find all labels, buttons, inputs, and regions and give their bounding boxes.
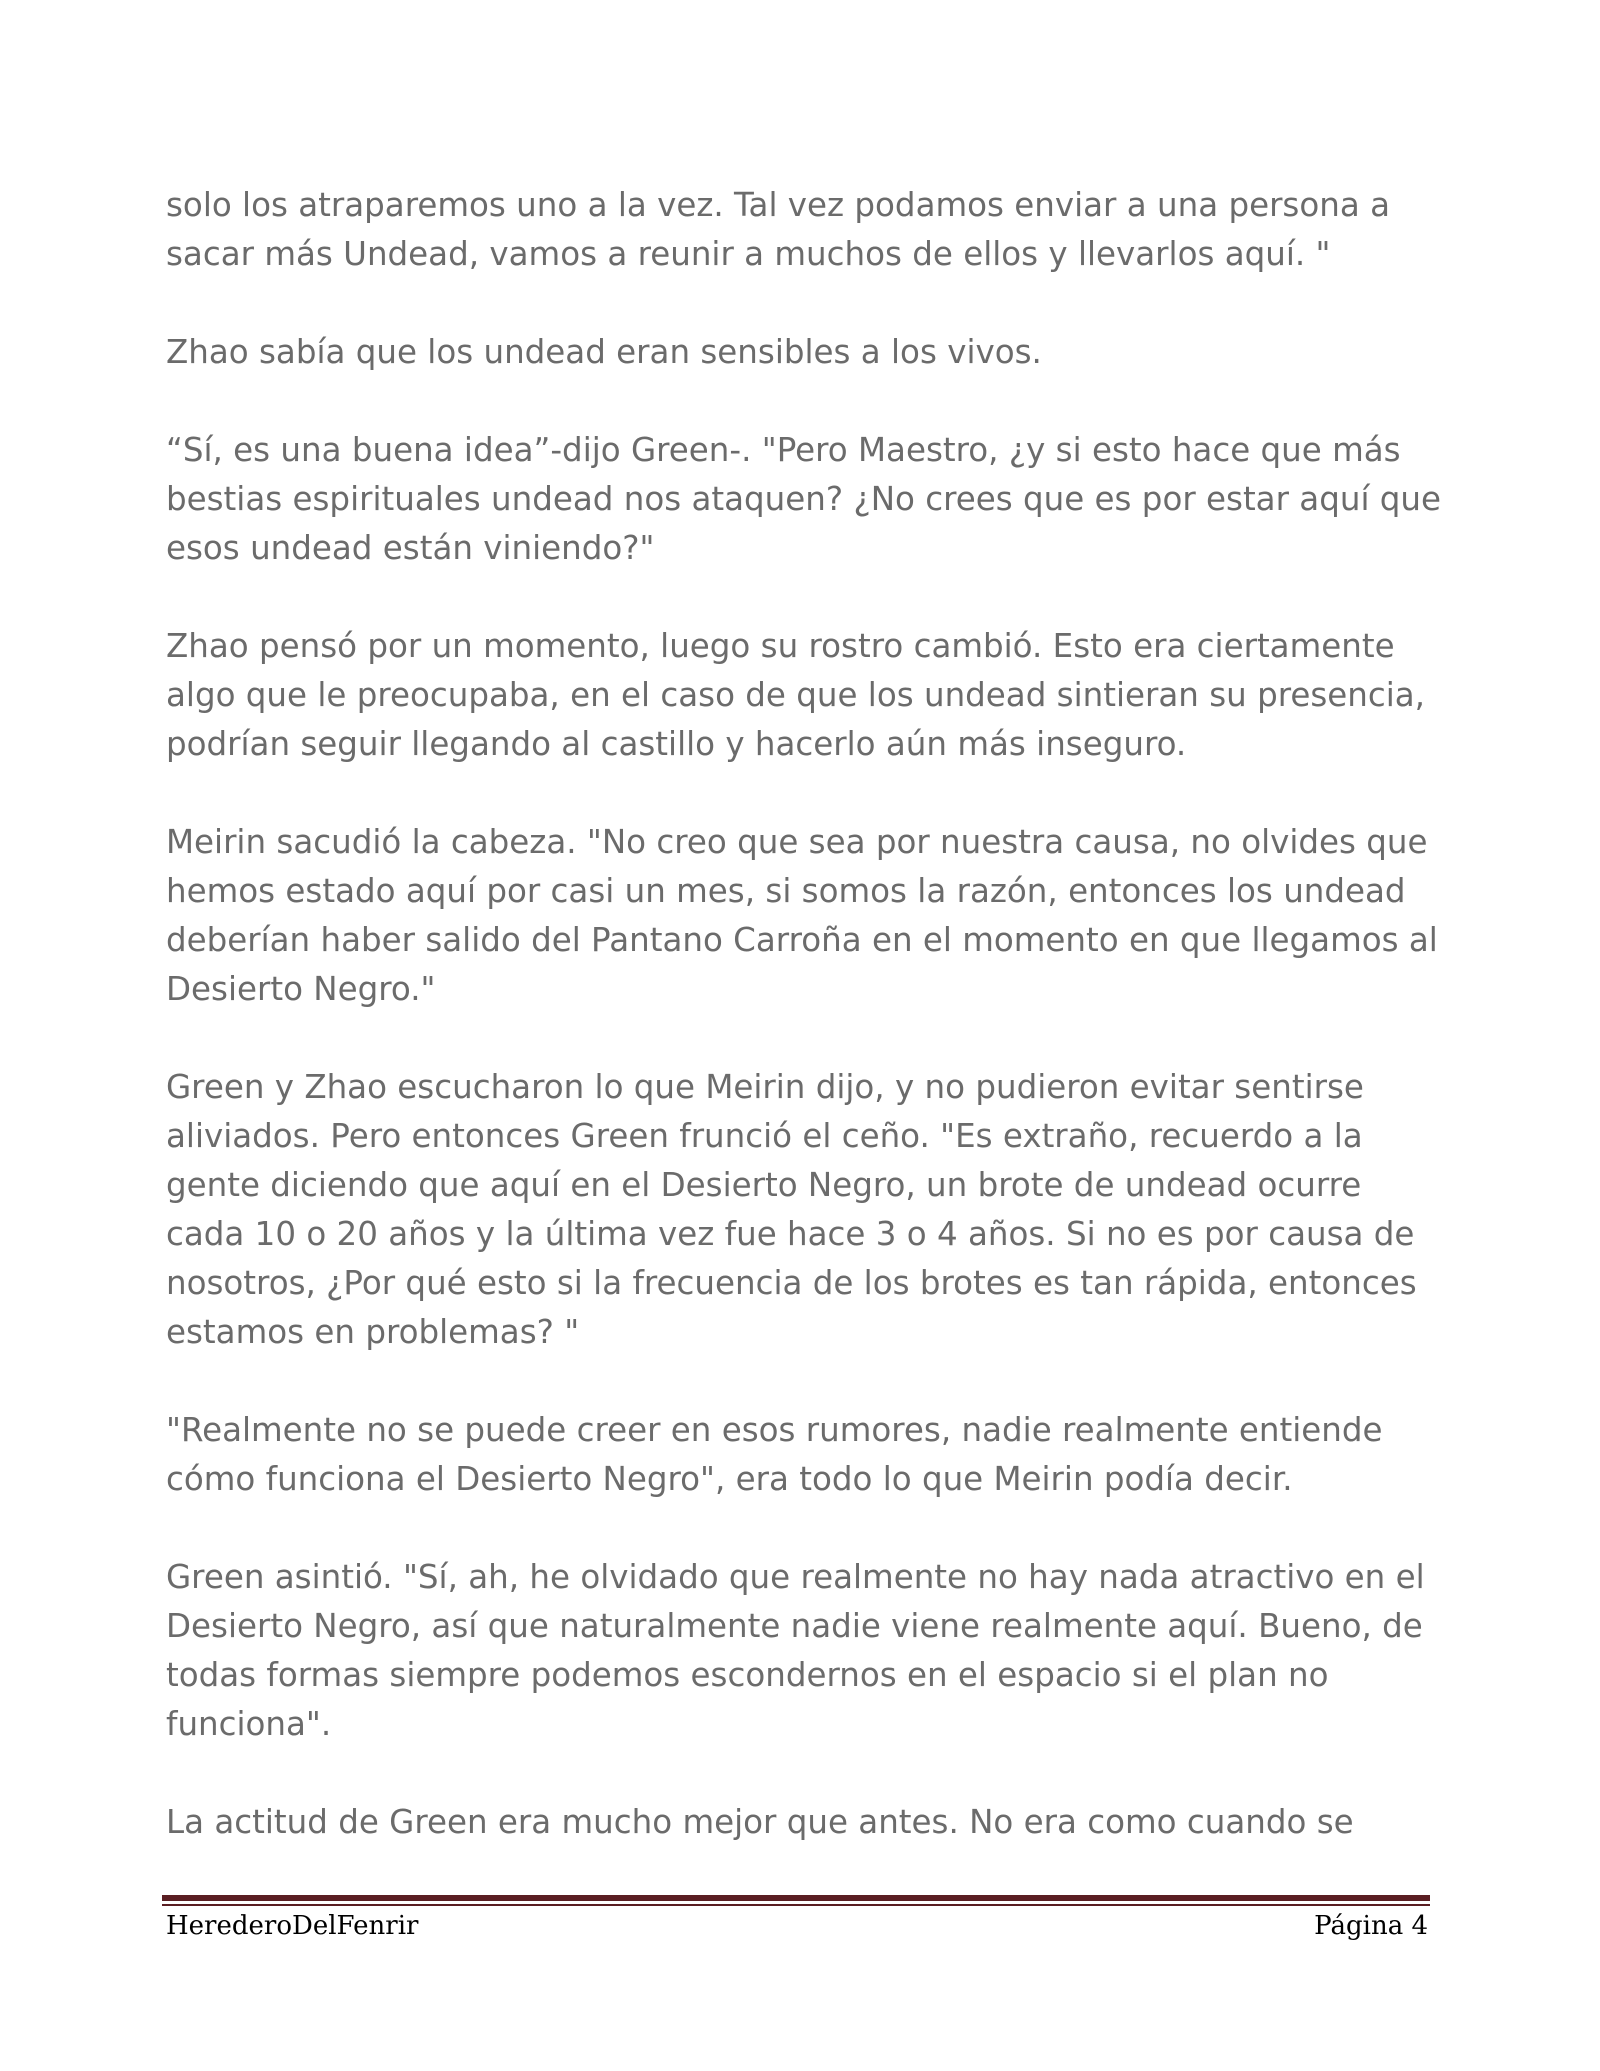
paragraph-3: “Sí, es una buena idea”-dijo Green-. "Pero Maestro, ¿y si esto hace que más bestias espirituales undead nos ataquen? ¿No crees que es por estar aquí que esos undead están viniendo?" bbox=[166, 431, 1442, 567]
paragraph-1: solo los atraparemos uno a la vez. Tal vez podamos enviar a una persona a sacar más Undead, vamos a reunir a muchos de ellos y llevarlos aquí. " bbox=[166, 186, 1391, 273]
footer-divider bbox=[162, 1895, 1430, 1906]
footer-divider-thick bbox=[162, 1895, 1430, 1901]
paragraph-5: Meirin sacudió la cabeza. "No creo que sea por nuestra causa, no olvides que hemos estado aquí por casi un mes, si somos la razón, entonces los undead deberían haber salido del Pantano Carroña en el momento en que llegamos al Desierto Negro." bbox=[166, 823, 1438, 1008]
paragraph-2: Zhao sabía que los undead eran sensibles a los vivos. bbox=[166, 333, 1042, 371]
page-body bbox=[166, 181, 1446, 1896]
paragraph-7: "Realmente no se puede creer en esos rumores, nadie realmente entiende cómo funciona el Desierto Negro", era todo lo que Meirin podía decir. bbox=[166, 1411, 1383, 1498]
paragraph-6: Green y Zhao escucharon lo que Meirin dijo, y no pudieron evitar sentirse aliviados. Pero entonces Green frunció el ceño. "Es extraño, recuerdo a la gente diciendo que aquí en el Desierto Negro, un brote de undead ocurre cada 10 o 20 años y la última vez fue hace 3 o 4 años. Si no es por causa de nosotros, ¿Por qué esto si la frecuencia de los brotes es tan rápida, entonces estamos en problemas? " bbox=[166, 1068, 1417, 1351]
paragraph-4: Zhao pensó por un momento, luego su rostro cambió. Esto era ciertamente algo que le preocupaba, en el caso de que los undead sintieran su presencia, podrían seguir llegando al castillo y hacerlo aún más inseguro. bbox=[166, 627, 1426, 763]
footer-page-number: Página 4 bbox=[1314, 1911, 1428, 1941]
footer-divider-thin bbox=[162, 1904, 1430, 1906]
paragraph-9: La actitud de Green era mucho mejor que antes. No era como cuando se bbox=[166, 1803, 1354, 1841]
paragraph-8: Green asintió. "Sí, ah, he olvidado que realmente no hay nada atractivo en el Desierto Negro, así que naturalmente nadie viene realmente aquí. Bueno, de todas formas siempre podemos escondernos en el espacio si el plan no funciona". bbox=[166, 1558, 1425, 1743]
footer-author: HerederoDelFenrir bbox=[166, 1911, 419, 1941]
